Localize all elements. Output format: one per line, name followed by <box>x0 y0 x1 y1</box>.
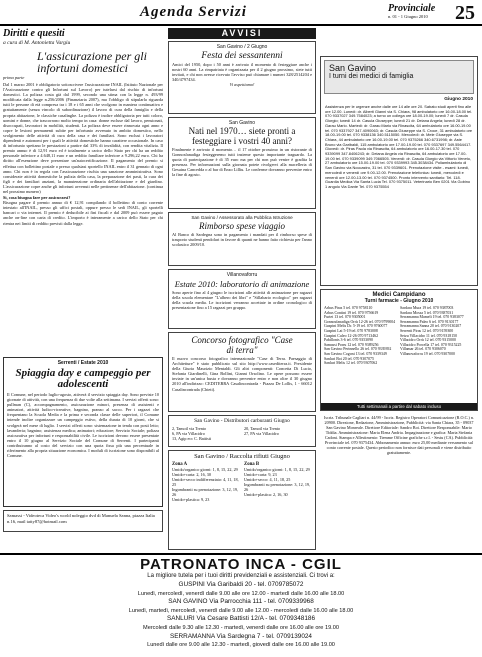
turni-title: San Gavino <box>329 63 377 73</box>
patronato-box <box>0 553 482 657</box>
avviso-sessantenni-kicker: San Gavino / 2 Giugno <box>216 44 268 50</box>
turni-month: Giugno 2010 <box>444 97 473 102</box>
serrenti-kicker: Serrenti / Estate 2010 <box>57 360 109 366</box>
diritti-kicker: prima parte <box>3 75 25 80</box>
avviso-sessantenni-sign: Vi aspettiamo! <box>229 82 255 88</box>
serrenti-body: Il Comune, nel periodo luglio-agosto, attiverà il servizio spiaggia day. Sono previste 10 giornate di attività, con una frequenza di due volte alla settimana. I servizi offerti sono: pullman (C), accompagnamento, assicurazione minori, presenza di assistenti e animatori, attività ludico-ricreative, bagnino, pranzo al sacco. Per i ragazzi che frequentano la Scuola Media e la prima e seconda classe delle superiori, il Comune intende inoltre organizzare un campeggio estivo, della durata di 10 giorni, che si svolgerà nel mese di luglio. I servizi offerti sono: sistemazione in tenda con posti letto; lavanderia; bagnino; assistenza medica; animatori; educatore; Servizio Sociale; polizza assicurativa per infortuni e responsabilità civile. Le iscrizioni devono essere presentate entro il 10 giugno al Servizio Sociale del Comune di Serrenti. I partecipanti contribuiranno al costo del servizio con una quota fissa più una percentuale in riferimento alla propria situazione economica. I moduli di iscrizione sono disponibili al Comune. <box>7 392 159 459</box>
diritti-question-title: Sì, cosa bisogna fare per assicurarsi? <box>3 195 71 201</box>
issue-line: n. 01 - 1 Giugno 2010 <box>388 14 428 19</box>
diritti-author: a cura di M. Antonietta Vargiu <box>3 40 71 46</box>
patronato-hours: Lunedì dalle ore 9.00 alle 12.30 - martedì, giovedì dalle ore 16.00 alle 19.00 <box>147 642 335 649</box>
turni-medici-header <box>324 60 474 94</box>
patronato-hours: Lunedì, martedì, mercoledì, venerdì dalle 9.00 alle 12.00 - mercoledì dalle 16.00 alle 18.00 <box>128 607 354 614</box>
avviso-sessantenni-title: Festa dei sessantenni <box>201 51 283 61</box>
farmacie-box <box>320 289 478 411</box>
farmacie-left: Arbus Piras 5 tel. 070 9758110 Arbus Contini 19 tel. 070 9756619 Furtei 13 tel. 070 9305001 Gonnosfanadiga Orrù 12-26 tel. 070 9799004 Guspini Melis Dr. 5-19 tel. 070 9760077 Guspini Lai 5-19 tel. 070 9783008 Guspini Culeo 12-26 070 9713462 Pabillonis 3-6 tel. 070 9353090 Samassi Porru 12 tel. 070 9389256 San Gavino Perinnello 26 tel. 070 9339392 San Gavino Cogoni 13 tel. 070 9339349 Sanluri Boi 20 tel. 070 9307075 Sanluri Melis 12 tel. 070 9307062 <box>324 306 396 366</box>
farmacie-subtitle: Turni farmacie - Giugno 2010 <box>364 298 434 304</box>
diritti-question-body: Bisogna pagare il premio annuo di € 12,91 compilando il bollettino di conto corrente intestato all'INAIL, presso gli uffici postali, oppure presso le sedi INAIL, gli sportelli bancari o via internet. Il premio è deducibile ai fini fiscali e dal 2009 può essere pagato anche on-line con carta di credito. L'importo è interamente a carico dello Stato per chi rientra nei limiti di reddito previsti dalla legge. <box>3 200 163 226</box>
patronato-lines <box>0 581 482 650</box>
avviso-laboratorio-kicker: Villanovaforru <box>226 272 258 278</box>
patronato-hours: Lunedì, mercoledì, venerdì dalle 9.00 alle ore 12.00 - martedì dalle 16.00 alle 18.00 <box>137 590 345 597</box>
patronato-office: SANLURI Via Cesare Battisti 12/A - tel. 0709348186 <box>166 615 316 623</box>
patronato-subtitle: La migliore tutela per i tuoi diritti previdenziali e assistenziali. Ci trovi a: <box>147 573 335 579</box>
avviso-sessantenni <box>168 41 316 114</box>
avviso-rimborso-body: Al Banco di Sardegna sono in pagamento i mandati per il rimborso spese di trasporto studenti pendolari in favore di quanti ne hanno fatto richiesta per l'anno scolastico 2009/10. <box>172 232 312 248</box>
avviso-rimborso <box>168 212 316 266</box>
diritti-body: Dal 1 marzo 2001 è obbligatorio sottoscrivere l'assicurazione INAIL (Istituto Nazionale per l'Assicurazione contro gli Infortuni sul Lavoro) per tutelarsi dal rischio di infortuni domestici. La polizza costa già dal 1999, secondo una stima con la legge n. 493/99 modificata dalla legge n.256/2006 (Finanziaria 2007), ma l'obbligo di stipularla riguarda tutti le persone di età compresa tra i 18 e i 65 anni che svolgono in maniera continuativa e gratuitamente (senza vincolo di subordinazione) il lavoro di cura della famiglia e della propria abitazione, le classiche casalinghe. La polizza è inoltre obbligatoria per tutti coloro, uomini e donne, che trascorrono molto tempo in casa: donne escluse dal lavoro, pensionati, disoccupati, lavoratori in mobilità, studenti. La polizza deve essere rinnovata ogni anno e copre le lesioni permanenti subite per infortunio avvenuto in ambito domestico, nello svolgimento delle attività di cura della casa e dei familiari. Sono esclusi i lavoratori dipendenti e autonomi per i quali le attività domestiche hanno carattere occasionale. In caso di infortunio spettano le prestazioni a partire dal 33% di invalidità, con rendita vitalizia. Il premio annuo è di 12,91 euro ed è totalmente a carico dello Stato per chi ha un reddito personale inferiore a 4.648,11 euro e un reddito familiare inferiore a 9.296,22 euro. Chi ha diritto all'esenzione deve presentare un'autocertificazione. Il pagamento del premio si effettua con bollettino postale o presso qualsiasi sportello INAIL entro il 31 gennaio di ogni anno. Chi non è in regola con l'assicurazione rischia una sanzione amministrativa. Sono considerate attività domestiche la pulizia della casa, la preparazione dei pasti, la cura dei figli e dei familiari anziani, la manutenzione ordinaria dell'abitazione e del giardino. L'assicurazione copre anche gli infortuni avvenuti nelle pertinenze dell'abitazione. (continua nel prossimo numero) <box>3 82 163 194</box>
page-number: 25 <box>455 2 475 24</box>
turni-medici-box <box>320 56 478 286</box>
section-title: Agenda Servizi <box>140 4 247 20</box>
avviso-rimborso-title: Rimborso spese viaggio <box>199 221 285 231</box>
farmacie-title: Medici Campidano <box>372 292 426 298</box>
avviso-carburanti-title: San Gavino - Distributori carburanti Giugno <box>194 418 290 424</box>
patronato-office: SERRAMANNA Via Sardegna 7 - tel. 0709139024 <box>170 632 312 640</box>
avviso-concorso-body: Il nuovo concorso fotografico internazionale "Case di Terra. Paesaggio di Architetture" è stato pubblicato sul sito http://www.casediterra.it. Presidente della Giuria Maurizio Mentaldi. Gli altri componenti: Concetta Di Lucio, Stefania Giardinelli, Gina Bollini, Gianni Orsolino. Le opere possono essere inviate in un'unica busta e dovranno pervenire entro e non oltre il 30 giugno 2010 all'indirizzo: CEDITERRA Casalincontrada - Piazza De Lollis, 1 - 66012 Casalincontrada (Chieti). <box>172 356 312 392</box>
avviso-concorso-title: Concorso fotografico "Case di terra" <box>191 335 293 355</box>
avvisi-bar: AVVISI <box>168 28 316 39</box>
turni-subtitle: I turni dei medici di famiglia <box>329 73 414 80</box>
serrenti-article <box>3 357 163 507</box>
avviso-rimborso-kicker: San Gavino / Assessorato alla Pubblica Istruzione <box>191 215 293 220</box>
patronato-office: GUSPINI Via Garibaldi 20 - tel. 0709785072 <box>178 581 304 588</box>
carburanti-left: 2, Tamoil via Trento 6, PA via Villacidro 13, Agip ecc C. Battisti <box>172 426 212 441</box>
imprint: Iscriz. Tribunale Cagliari n. 44/99 - Iscriz. Registro Operatori Comunicazione (R.O.C.) n. 20900. Direzione, Redazione, Amministrazione, Pubblicità: via Santa Chiara, 35 - 09037 San Gavino Monreale. Direttore Editoriale: Sandro Boi. Direttore Responsabile: Mario Tiddia. Amministrazione: Maria Elena Andria. Impaginazione e grafica: Maria Stefania Cadoni. Stampa e Allestimento: Tiemme Officine grafiche s.r.l. - Sestu (CA). Pubblicità: Provinciale tel. 070 9375434. Abbonamento annuo: euro 25,00 mediante versamento sul conto corrente postale. Questo periodico non fornisce dati personali e viene distribuito gratuitamente. <box>323 415 475 455</box>
video-store-ad: Samassi - Videoteca Video's world noleggio dvd di Manuela Sanna, piazza Italia n.16, mail tatty87@hotmail.com <box>3 510 163 532</box>
avviso-quarantenni-body: Finalmente è arrivato il momento… il 17 ottobre prossimo in un ristorante di Gonnosfanadiga festeggeremo tutti insieme questo importante traguardo. La quota di partecipazione è di 35 euro ma per chi non può venire è gradita la presenza. Per informazioni sulla giornata potete rivolgervi alla macelleria di Gesuina Cancedda o al bar di Enzo Lilliu. Le conferme dovranno pervenire entro la fine di agosto. <box>172 147 312 178</box>
header-rule <box>0 24 482 26</box>
avviso-rifiuti-title: San Gavino / Raccolta rifiuti Giugno <box>194 453 290 460</box>
avviso-laboratorio-body: Sono aperte fino al 4 giugno le iscrizioni alle attività di animazione per ragazzi della scuola elementare "L'albero dei libri" e "Sillabario ecologico" per ragazzi della scuola media. Le iscrizioni verranno accettate in ordine cronologico di presentazione fino a 15 ragazzi per gruppo. <box>172 290 312 311</box>
zona-a-label: Zona A <box>172 462 188 467</box>
carburanti-right: 20, Tamoil via Trento 27, PA via Villacidro <box>244 426 281 436</box>
farmacie-right: Sardara Mura 19 tel. 070 9387003 Sardara Mossa 5 tel. 070 9387031 Serramanna Mameli 19 tel. 070 9383077 Serramanna Paleo 6 tel. 070 9130177 Serramanna Sanna 20 tel. 070 9130207 Serrenti Piras 12 tel. 070 9159300 Setzu Villacidro 11 tel. 070 9318150 Villacidro Orrù 12 tel. 070 9315000 Villacidro Porcella 17 tel. 070 9315225 Villamar 26 tel. 070 9306070 Villanovaforru 19 tel. 070 9307000 <box>400 306 464 356</box>
patronato-hours: Mercoledì dalle 9.30 alle 12.30 - martedì, venerdì dalle ore 16.00 alle ore 19.00 <box>143 624 339 631</box>
avviso-sessantenni-body: Amici del 1950, dopo i 50 anni è arrivato il momento di festeggiare anche i nostri 60 anni. La rimpatriata è organizzata per il 2 giugno prossimo, siete tutti invitati, e chi non avesse ricevuto l'avviso può chiamare i numeri 328/2514204 e 340/4797434. <box>172 62 312 83</box>
patronato-office: SAN GAVINO Via Parrocchia 111 - tel. 0709339968 <box>168 598 314 606</box>
avviso-laboratorio-title: Estate 2010: laboratorio di animazione <box>174 279 310 289</box>
diritti-title: Diritti e quesiti <box>3 28 65 39</box>
avviso-quarantenni-title: Nati nel 1970… siete pronti a festeggiare i vostri 40 anni? <box>188 126 296 146</box>
rifiuti-zona-a: Umido/organico giorni: 1, 8, 15, 22, 29 Umido+carta: 2, 16, 30 Umido+secco indifferenziato: 4, 11, 18, 25 Ingombranti su prenotazione: 3, 12, 19, 26 Umido+plastica: 9, 23 <box>172 467 239 502</box>
serrenti-headline: Spiaggia day e campeggio per adolescenti <box>15 367 151 390</box>
zona-b-label: Zona B <box>244 462 260 467</box>
avviso-quarantenni-kicker: San Gavino <box>228 120 256 126</box>
diritti-headline: L'assicurazione per gli infortuni domestici <box>37 49 147 75</box>
turni-body: Assistenza per le urgenze anche dalle ore 14 alle ore 20. Sabato studi aperti fino alle ore 12.00. Lunedì: dr. Alberti Gianni via S. Chiara, 98 ambulatorio ore 16.00-18.00 tel. 070 9337027 349.7584023; a turno un collega ore 18.00-19.00; lunedì 7 dr. Casula Giorgio; lunedì 14 dr. Casula Giuseppe; lunedì 21 dr. Deiana Angela; lunedì 28 dr. Garau Mario. Martedì: dr. Garau Mario via Rinascita, 64 ambulatorio ore 16.00-19.00 tel. 070 9337927 347.4090063; dr. Casula Giuseppe via S. Croce, 31 ambulatorio ore 18.00-19.00 tel. 070 9338136 340.5115050. Mercoledì: dr. Mele Giuseppe via S. Chiara, 44 ambulatorio ore 16.00-19.00 tel. 070 9375266 340.6731998; dr. Aste Bruno via Garibaldi, 115 ambulatorio ore 17.00-19.00 tel. 070 9337697 349.5564417. Giovedì: dr. Piras Paola via Rinascita, 64 ambulatorio ore 16.00-17.30 tel. 070 9339099 347.8406243; dr. Deiana Angela via Rinascita, 64 ambulatorio ore 17.00-19.00 tel. 070 9339099 349.7066505. Venerdì: dr. Casula Giorgio via Vittorio Veneto, 27 ambulatorio ore 15.00-19.00 tel. 070 9339993 345.3038434. Poliambulatorio di San Gavino via Noccastro, 31 tel. 070 9339601. Prenotazione visite - esami: lunedì, mercoledì e venerdì ore 9.00-12.00. Prenotazione telefonica: lunedì, mercoledì e venerdì ore 12.00-13.00 tel. 070 9374500. Pronto intervento sanitario: Tel. 118. Guardia Medica Via Santa Lucia Tel. 070 9375011. Veterinario Ben 0201 Via Gobino 1 angolo Via Dante Tel. 070 9375554 <box>325 104 473 189</box>
avviso-quarantenni <box>168 117 316 209</box>
diritti-article <box>3 28 163 353</box>
avviso-rifiuti <box>168 450 316 550</box>
farmacie-bar: Tutti settimanali a partire dal sabato incluso <box>321 403 477 410</box>
rifiuti-zona-b: Umido/organico giorni: 1, 8, 15, 22, 29 Umido+carta: 9, 23 Umido+secco: 4, 11, 18, 25 Ingombranti su prenotazione: 3, 12, 19, 26 Umido+plastica: 2, 16, 30 <box>244 467 311 497</box>
avviso-concorso <box>168 332 316 412</box>
avviso-laboratorio <box>168 269 316 329</box>
patronato-title: PATRONATO INCA - CGIL <box>140 556 342 573</box>
avviso-carburanti <box>168 415 316 447</box>
newspaper-logo: Provinciale <box>388 3 436 14</box>
